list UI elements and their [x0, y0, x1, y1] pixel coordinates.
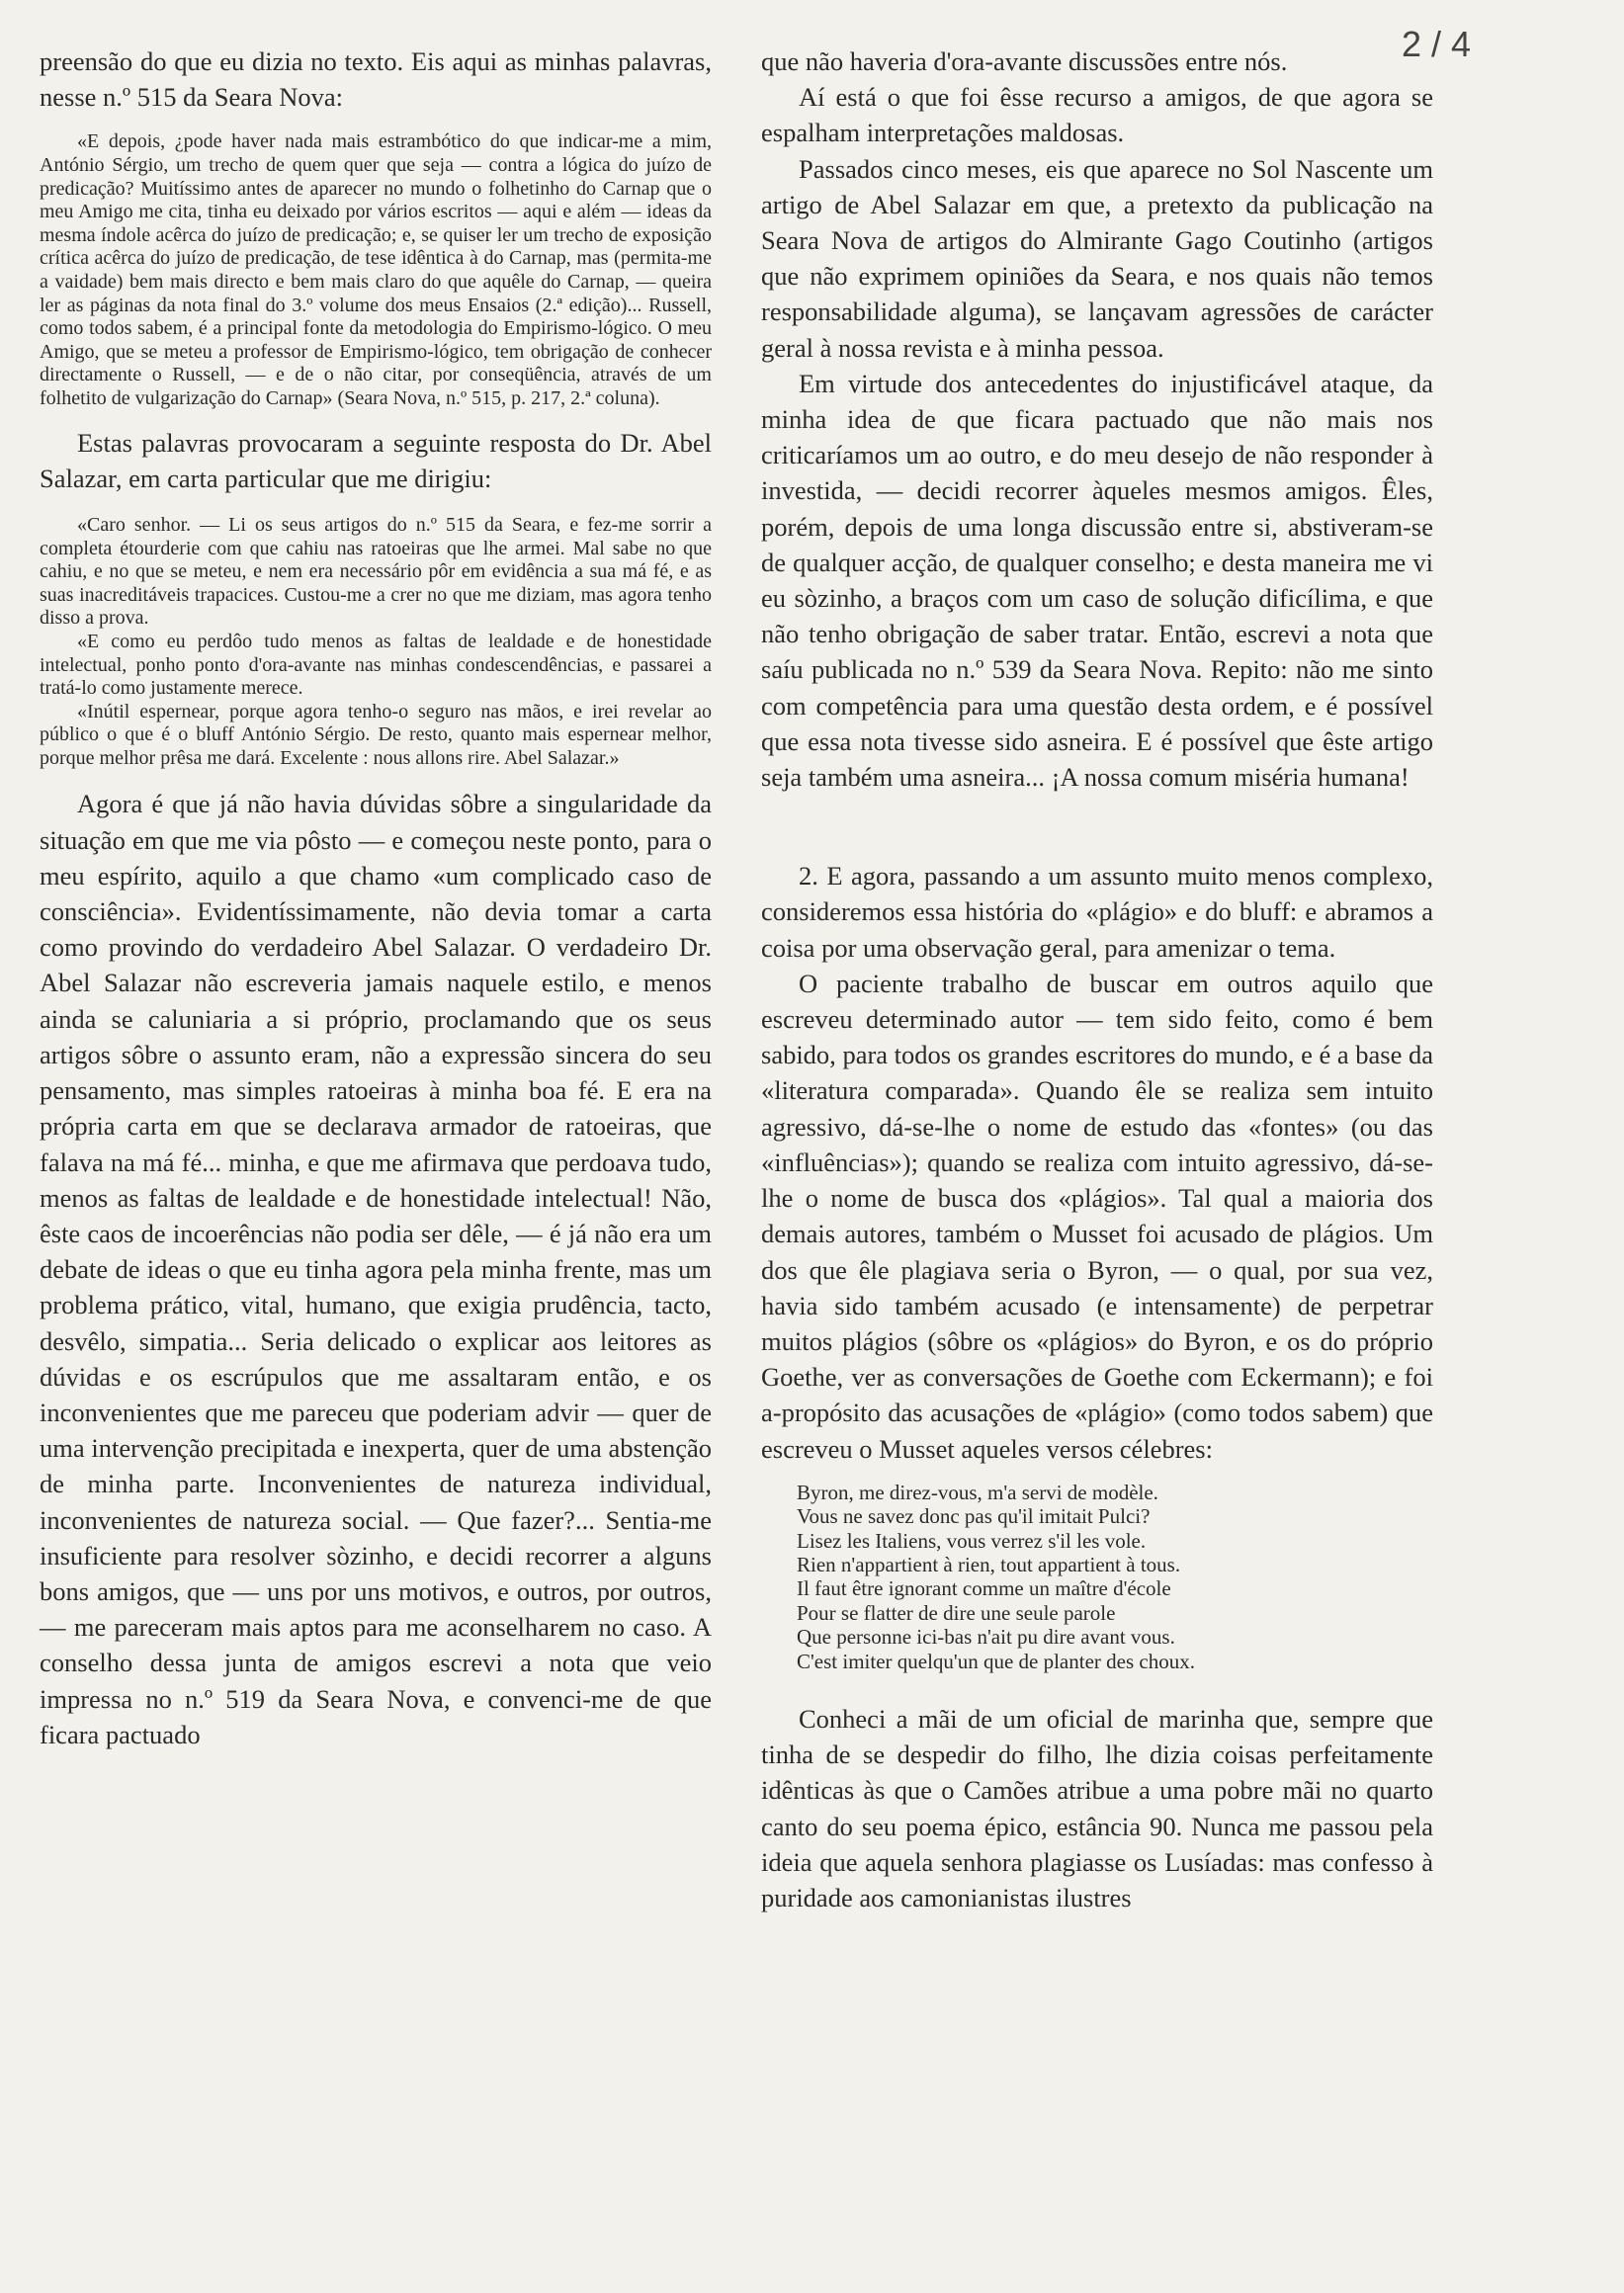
verse-line: Il faut être ignorant comme un maître d'école — [797, 1576, 1171, 1601]
paragraph: Passados cinco meses, eis que aparece no Sol Nascente um artigo de Abel Salazar em que, a pretexto da publicação na Seara Nova de artigos do Almirante Gago Coutinho (artigos que não exprimem opiniões da Seara, e nos quais não temos responsabilidade alguma), se lançavam agressões de carácter geral à nossa revista e à minha pessoa. — [761, 153, 1433, 363]
paragraph: O paciente trabalho de buscar em outros aquilo que escreveu determinado autor — tem sido feito, como é bem sabido, para todos os grandes escritores do mundo, e é a base da «literatura comparada». Quando êle se realiza sem intuito agressivo, dá-se-lhe o nome de estudo das «fontes» (ou das «influências»); quando se realiza com intuito agressivo, dá-se-lhe o nome de busca dos «plágios». Tal qual a maioria dos demais autores, também o Musset foi acusado de plágios. Um dos que êle plagiava seria o Byron, — o qual, por sua vez, havia sido também acusado (e intensamente) de perpetrar muitos plágios (sôbre os «plágios» do Byron, e os do próprio Goethe, ver as conversações de Goethe com Eckermann); e foi a-propósito das acusações de «plágio» (como todos sabem) que escreveu o Musset aqueles versos célebres: — [761, 968, 1433, 1464]
continuation-paragraph: que não haveria d'ora-avante discussões entre nós. — [761, 46, 1288, 76]
paragraph: Em virtude dos antecedentes do injustificável ataque, da minha idea de que ficara pactuado que não mais nos criticaríamos um ao outro, e do meu desejo de não responder à investida, — decidi recorrer àqueles mesmos amigos. Êles, porém, depois de uma longa discussão entre si, abstiveram-se de qualquer acção, de qualquer conselho; e desta maneira me vi eu sòzinho, a braços com um caso de solução dificílima, e que não tenho obrigação de saber tratar. Então, escrevi a nota que saíu publicada no n.º 539 da Seara Nova. Repito: não me sinto com competência para uma questão desta ordem, e é possível que essa nota tivesse sido asneira. E é possível que êste artigo seja também uma asneira... ¡A nossa comum miséria humana! — [761, 368, 1433, 793]
intro-paragraph: preensão do que eu dizia no texto. Eis aqui as minhas palavras, nesse n.º 515 da Seara Nova: — [40, 46, 712, 113]
verse-line: Rien n'appartient à rien, tout appartient à tous. — [797, 1552, 1181, 1576]
quoted-passage — [40, 130, 712, 410]
letter-paragraph: «Inútil espernear, porque agora tenho-o seguro nas mãos, e irei revelar ao público o que é o bluff António Sérgio. De resto, quanto mais espernear melhor, porque melhor prêsa me dará. Excelente : nous allons rire. Abel Salazar.» — [40, 700, 712, 769]
letter-block — [40, 514, 712, 771]
verse-line: Pour se flatter de dire une seule parole — [797, 1600, 1116, 1625]
response-paragraph: Estas palavras provocaram a seguinte resposta do Dr. Abel Salazar, em carta particular que me dirigiu: — [40, 427, 712, 493]
left-column — [40, 43, 712, 1752]
letter-paragraph: «Caro senhor. — Li os seus artigos do n.º 515 da Seara, e fez-me sorrir a completa étourderie com que cahiu nas ratoeiras que lhe armei. Mal sabe no que cahiu, e no que se meteu, e nem era necessário pôr em evidência a sua má fé, e as suas inacreditáveis trapacices. Custou-me a crer no que me diziam, mas agora tenho disso a prova. — [40, 513, 712, 630]
letter-paragraph: «E como eu perdôo tudo menos as faltas de lealdade e de honestidade intelectual, ponho ponto d'ora-avante nas minhas condescendências, e passarei a tratá-lo como justamente merece. — [40, 630, 712, 700]
paragraph: Conheci a mãi de um oficial de marinha que, sempre que tinha de se despedir do filho, lhe dizia coisas perfeitamente idênticas às que o Camões atribue a uma pobre mãi no quarto canto do seu poema épico, estância 90. Nunca me passou pela ideia que aquela senhora plagiasse os Lusíadas: mas confesso à puridade aos camonianistas ilustres — [761, 1703, 1433, 1912]
paragraph: Aí está o que foi êsse recurso a amigos, de que agora se espalham interpretações maldosas. — [761, 82, 1433, 148]
page-number: 2 / 4 — [1402, 24, 1472, 64]
verse-line: Byron, me direz-vous, m'a servi de modèle. — [797, 1480, 1158, 1504]
verse-block — [797, 1481, 1433, 1673]
main-paragraph: Agora é que já não havia dúvidas sôbre a singularidade da situação em que me via pôsto — e começou neste ponto, para o meu espírito, aquilo a que chamo «um complicado caso de consciência». Evidentíssimamente, não devia tomar a carta como provindo do verdadeiro Abel Salazar. O verdadeiro Dr. Abel Salazar não escreveria jamais naquele estilo, e menos ainda se caluniaria a si próprio, proclamando que os seus artigos sôbre o assunto eram, não a expressão sincera do seu pensamento, mas simples ratoeiras à minha boa fé. E era na própria carta em que se declarava armador de ratoeiras, que falava na má fé... minha, e que me afirmava que perdoava tudo, menos as faltas de lealdade e de honestidade intelectual! Não, êste caos de incoerências não podia ser dêle, — é já não era um debate de ideas o que eu tinha agora pela minha frente, mas um problema prático, vital, humano, que exigia prudência, tacto, desvêlo, simpatia... Seria delicado o explicar aos leitores as dúvidas e os escrúpulos que me assaltaram então, e os inconvenientes que me pareceu que poderiam advir — quer de uma intervenção precipitada e inexperta, quer de uma abstenção de minha parte. Inconvenientes de natureza individual, inconvenientes de natureza social. — Que fazer?... Sentia-me insuficiente para resolver sòzinho, e decidi recorrer a alguns bons amigos, que — uns por uns motivos, e outros, por outros, — me pareceram mais aptos para me aconselharem no caso. A conselho dessa junta de amigos escrevi a nota que veio impressa no n.º 519 da Seara Nova, e convenci-me de que ficara pactuado — [40, 789, 712, 1749]
verse-line: C'est imiter quelqu'un que de planter des choux. — [797, 1649, 1195, 1673]
section-2-paragraph: 2. E agora, passando a um assunto muito menos complexo, consideremos essa história do «plágio» e do bluff: e abramos a coisa por uma observação geral, para amenizar o tema. — [761, 861, 1433, 963]
quote-text: «E depois, ¿pode haver nada mais estrambótico do que indicar-me a mim, António Sérgio, um trecho de quem quer que seja — contra a lógica do juízo de predicação? Muitíssimo antes de aparecer no mundo o folhetinho do Carnap que o meu Amigo me cita, tinha eu deixado por vários escritos — aqui e além — ideas da mesma índole acêrca do juízo de predicação; e, se quiser ler um trecho de exposição crítica acêrca do juízo de predicação, de tese idêntica à do Carnap, mas (permita-me a vaidade) bem mais directo e bem mais claro do que aquêle do Carnap, — queira ler as páginas da nota final do 3.º volume dos meus Ensaios (2.ª edição)... Russell, como todos sabem, é a principal fonte da metodologia do Empirismo-lógico. O meu Amigo, que se meteu a professor de Empirismo-lógico, tem obrigação de conhecer directamente o Russell, — e de o não citar, por conseqüência, através de um folhetito de vulgarização do Carnap» (Seara Nova, n.º 515, p. 217, 2.ª coluna). — [40, 130, 712, 409]
verse-line: Vous ne savez donc pas qu'il imitait Pulci? — [797, 1504, 1151, 1529]
right-column — [761, 43, 1433, 1915]
verse-line: Que personne ici-bas n'ait pu dire avant vous. — [797, 1625, 1175, 1650]
verse-line: Lisez les Italiens, vous verrez s'il les vole. — [797, 1528, 1147, 1553]
